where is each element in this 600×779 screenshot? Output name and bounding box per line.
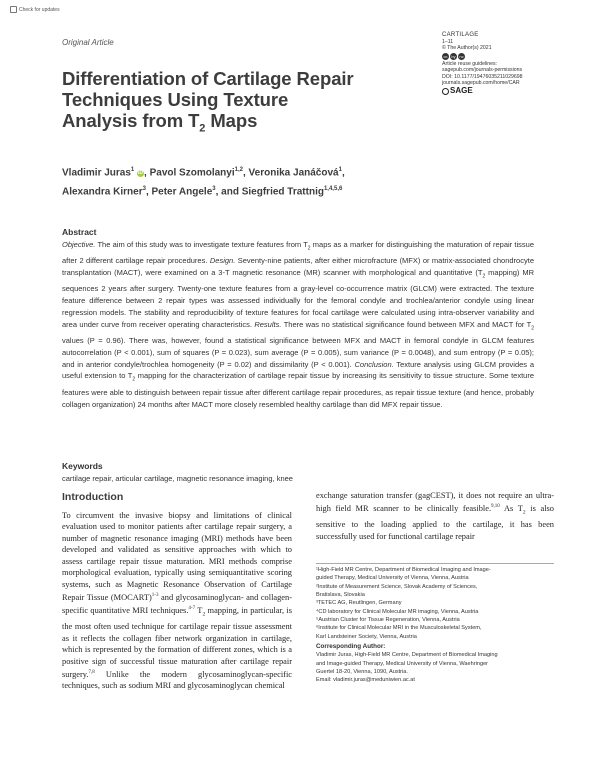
- body-text: and glycosaminoglycan- and collagen-specific quantitative MRI techniques.: [62, 592, 292, 616]
- abstract-label: Objective.: [62, 240, 96, 249]
- subscript: 2: [307, 245, 311, 252]
- body-text: T: [195, 606, 203, 616]
- title-line-3: [62, 110, 362, 140]
- introduction-heading: Introduction: [62, 491, 124, 503]
- body-text: is also sensitive to the loading applied to the cartilage, it has been successfully used for functional cartilage repair: [316, 504, 554, 541]
- keywords-text: cartilage repair, articular cartilage, magnetic resonance imaging, knee: [62, 474, 293, 483]
- abstract-text: mapping) MR sequences 2 years after surgery. Twenty-one texture features from a gray-level co-occurrence matrix (GLCM) were extracted. The texture feature difference between 2 repair types was assessed individually for the femoral condyle and trochlea/anterior condyle using linear regression models. The stability and reproducibility of texture features for focal cartilage were calculated using intra-observer variability and area under curve from receiver operating characteristics.: [62, 268, 534, 329]
- author-name[interactable]: Vladimir Juras: [62, 167, 131, 179]
- abstract-body: [62, 239, 534, 410]
- affiliations-block: [316, 563, 554, 685]
- affiliation-line: ⁵Austrian Cluster for Tissue Regeneration, Vienna, Austria: [316, 617, 460, 624]
- corresponding-email[interactable]: Email: vladimir.juras@meduniwien.ac.at: [316, 677, 415, 684]
- affiliation-line: ⁶Institute for Clinical Molecular MRI in the Musculoskeletal System,: [316, 625, 482, 632]
- citation-ref[interactable]: 4-7: [188, 606, 196, 612]
- journal-name: CARTILAGE: [442, 32, 479, 38]
- cc-by-icon: by: [451, 53, 456, 59]
- body-text: exchange saturation transfer (gagCEST), it does not require an ultra-high field MR scanner to be clinically feasible.: [316, 491, 554, 514]
- abstract-label: Design.: [209, 256, 236, 266]
- corresponding-line: and Image-guided Therapy, Medical University of Vienna, Waehringer: [316, 660, 489, 667]
- body-text: mapping, in particular, is the most often used technique for cartilage repair tissue assessment as it reflects the collagen fiber network organization in cartilage, which is represented by the formation of different zones, which is a positive sign of successful tissue maturation after cartilage repair surgery.: [62, 606, 293, 679]
- publisher-name: SAGE: [450, 85, 473, 95]
- affiliation-ref: 1: [130, 167, 135, 173]
- authors-line-1: Vladimir Juras$^1$ iD, Pavol Szomolanyi$^{1,2}$, Veronika Janáčová$^1$,: [62, 167, 345, 179]
- abstract-label: Conclusion.: [354, 359, 394, 369]
- check-for-updates-badge[interactable]: [10, 6, 60, 13]
- creative-commons-icons[interactable]: [442, 53, 465, 60]
- abstract-text: values (P = 0.96). There was, however, found a statistical significance between MFX and MACT in femoral condyle in GLCM features autocorrelation (P < 0.001), sum of squares (P = 0.023), sum average (P = 0.005), sum variance (P = 0.0048), and sum entropy (P = 0.05); and in anterior condyle/trochlea homogeneity (P = 0.02) and dissimilarity (P < 0.001).: [62, 336, 534, 369]
- check-updates-label: Check for updates: [19, 6, 60, 13]
- citation-ref[interactable]: 1-3: [151, 593, 159, 599]
- footnote-divider: [316, 563, 554, 564]
- corresponding-line: Guertel 18-20, Vienna, 1090, Austria.: [316, 669, 408, 676]
- citation-ref[interactable]: 9,10: [491, 504, 500, 510]
- author-name[interactable]: , Veronika Janáčová: [242, 167, 339, 179]
- article-title: [62, 68, 362, 140]
- affiliation-line: ¹High-Field MR Centre, Department of Biomedical Imaging and Image-: [316, 567, 491, 573]
- title-subscript: 2: [199, 122, 206, 135]
- affiliation-ref: 1: [338, 167, 342, 173]
- subscript: 2: [132, 376, 136, 383]
- cc-nc-icon: nc: [459, 53, 464, 59]
- intro-column-right: [316, 490, 554, 542]
- affiliation-line: ²Institute of Measurement Science, Slovak Academy of Sciences,: [316, 583, 478, 590]
- authors-line-2: [62, 181, 462, 200]
- reuse-link[interactable]: sagepub.com/journals-permissions: [442, 67, 523, 73]
- affiliation-ref: 1,2: [234, 167, 243, 173]
- affiliation-line: ⁴CD laboratory for Clinical Molecular MR imaging, Vienna, Austria: [316, 608, 479, 615]
- title-text-end: Maps: [205, 110, 258, 131]
- subscript: 2: [202, 611, 206, 618]
- title-line-2: Techniques Using Texture: [62, 89, 289, 110]
- abstract-text: Texture analysis using GLCM provides a useful extension to T: [62, 359, 534, 381]
- page-range: 1–11: [442, 38, 454, 45]
- journal-link[interactable]: journals.sagepub.com/home/CAR: [442, 80, 520, 86]
- body-text: Unlike the modern glycosaminoglycan-specific techniques, such as sodium MRI and glycosaminoglycan chemical: [62, 669, 292, 691]
- intro-column-left: [62, 510, 292, 692]
- author-name[interactable]: , Peter Angele: [145, 186, 213, 198]
- journal-meta: [442, 32, 582, 95]
- abstract-label: Results.: [254, 319, 282, 329]
- affiliation-ref: 3: [212, 186, 216, 193]
- affiliation-line: Bratislava, Slovakia: [316, 592, 365, 599]
- orcid-icon[interactable]: iD: [138, 170, 144, 177]
- sage-logo-icon: [442, 88, 449, 95]
- abstract-text: maps as a marker for distinguishing the maturation of repair tissue after 2 different cartilage repair procedures.: [62, 240, 534, 266]
- title-text: Analysis from T: [62, 110, 200, 131]
- affiliation-ref: 3: [142, 186, 146, 193]
- article-type: Original Article: [62, 38, 114, 47]
- doi[interactable]: DOI: 10.1177/19476035211029698: [442, 73, 523, 80]
- subscript: 2: [482, 273, 486, 280]
- author-name[interactable]: , and Siegfried Trattnig: [215, 186, 324, 198]
- citation-ref[interactable]: 7,8: [88, 670, 95, 676]
- affiliation-line: ³TETEC AG, Reutlingen, Germany: [316, 600, 402, 607]
- abstract-text: There was no statistical significance found between MFX and MACT for T: [281, 319, 532, 329]
- affiliation-line: Karl Landsteiner Society, Vienna, Austria: [316, 633, 417, 640]
- copyright: © The Author(s) 2021: [442, 45, 492, 51]
- title-line-1: Differentiation of Cartilage Repair: [62, 68, 354, 89]
- reuse-label: Article reuse guidelines:: [442, 60, 498, 67]
- corresponding-line: Vladimir Juras, High-Field MR Centre, Department of Biomedical Imaging: [316, 652, 498, 659]
- body-text: To circumvent the invasive biopsy and limitations of clinical evaluation used to monitor patients after cartilage repair surgery, a number of magnetic resonance imaging (MRI) methods have been developed and validated as sensitive approaches with which to assess cartilage repair tissue maturation. MRI methods comprise morphological evaluation, typically using semiquantitative scoring systems, such as Magnetic Resonance Observation of Cartilage Repair Tissue (MOCART): [62, 511, 292, 602]
- affiliation-line: guided Therapy, Medical University of Vienna, Vienna, Austria: [316, 575, 469, 582]
- author-list: [62, 162, 462, 201]
- abstract-text: mapping for the characterization of cartilage repair tissue by increasing its sensitivity to tissue structure. Some texture features were able to distinguish between repair tissue after different cartilage repair procedures, as repair tissue texture (and hence, probably collagen organization) 24 months after MACT more closely resembled healthy cartilage than did MFX repair tissue.: [62, 371, 534, 409]
- author-name[interactable]: Alexandra Kirner: [62, 186, 143, 198]
- subscript: 2: [531, 325, 534, 332]
- keywords-heading: Keywords: [62, 461, 103, 471]
- body-text: As T: [499, 504, 523, 514]
- abstract-text: Seventy-nine patients, after either microfracture (MFX) or matrix-associated chondrocyte transplantation (MACT), were examined on a 3-T magnetic resonance (MR) scanner with morphological and quantitative (T: [62, 256, 534, 278]
- subscript: 2: [522, 509, 526, 516]
- abstract-heading: Abstract: [62, 227, 97, 237]
- affiliation-ref: 1,4,5,6: [323, 186, 343, 193]
- abstract-text: The aim of this study was to investigate texture features from T: [95, 240, 308, 249]
- check-icon: [10, 6, 17, 13]
- author-name[interactable]: , Pavol Szomolanyi: [144, 167, 235, 179]
- publisher-logo: [442, 85, 582, 95]
- corresponding-author-heading: Corresponding Author:: [316, 643, 386, 651]
- cc-icon: cc: [443, 53, 448, 59]
